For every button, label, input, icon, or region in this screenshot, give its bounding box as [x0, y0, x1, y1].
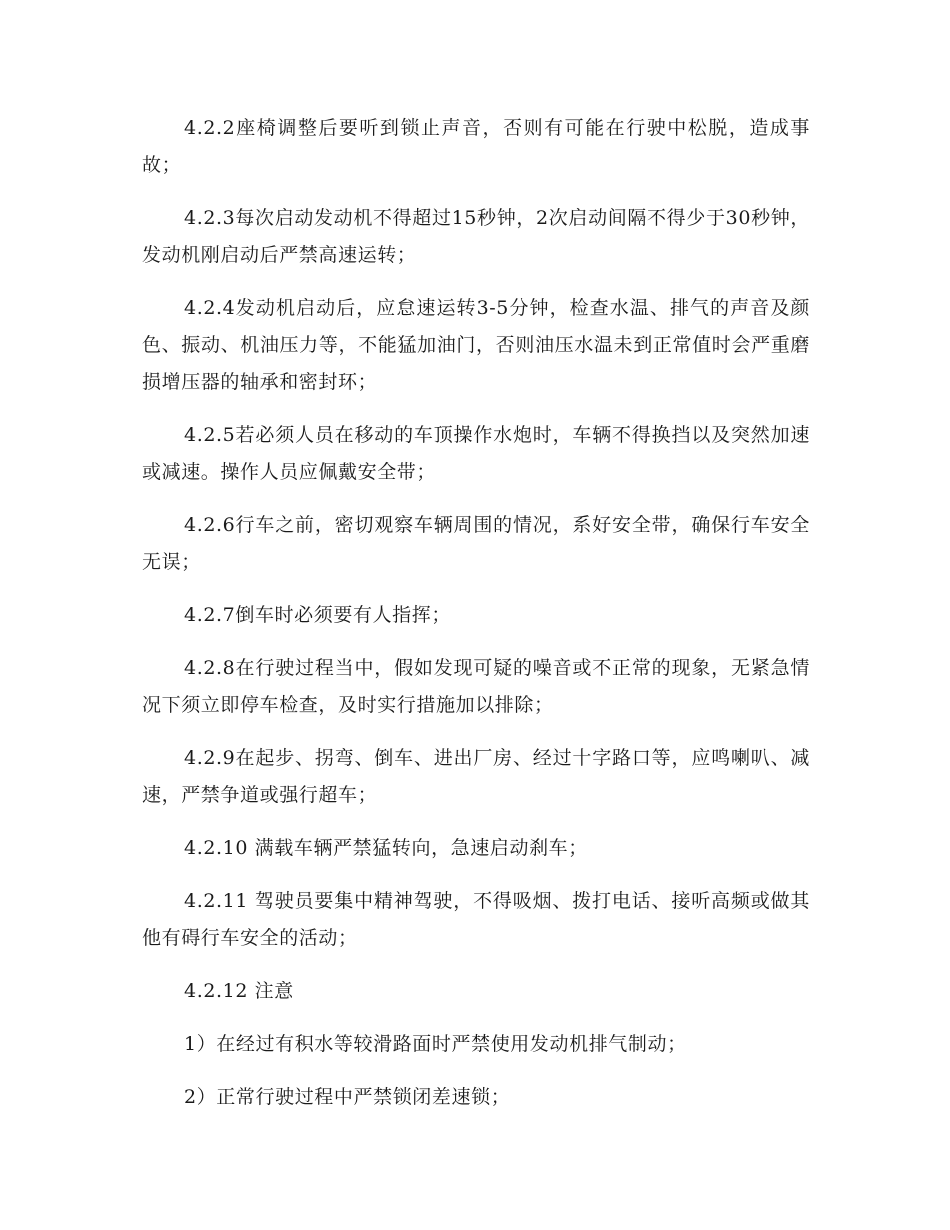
paragraph-4-2-4: 4.2.4发动机启动后，应怠速运转3-5分钟，检查水温、排气的声音及颜色、振动、机油压力等，不能猛加油门，否则油压水温未到正常值时会严重磨损增压器的轴承和密封环； [142, 297, 810, 393]
paragraph-4-2-11: 4.2.11 驾驶员要集中精神驾驶，不得吸烟、拨打电话、接听高频或做其他有碍行车安全的活动； [142, 890, 810, 949]
document-body [142, 110, 810, 1132]
paragraph-4-2-5: 4.2.5若必须人员在移动的车顶操作水炮时，车辆不得换挡以及突然加速或减速。操作人员应佩戴安全带； [142, 424, 810, 483]
note-item-2: 2）正常行驶过程中严禁锁闭差速锁； [184, 1086, 511, 1108]
paragraph-4-2-3: 4.2.3每次启动发动机不得超过15秒钟，2次启动间隔不得少于30秒钟，发动机刚启动后严禁高速运转； [142, 207, 810, 266]
paragraph-4-2-6: 4.2.6行车之前，密切观察车辆周围的情况，系好安全带，确保行车安全无误； [142, 514, 810, 573]
paragraph-4-2-7: 4.2.7倒车时必须要有人指挥； [184, 604, 451, 626]
paragraph-4-2-10: 4.2.10 满载车辆严禁猛转向，急速启动刹车； [184, 837, 588, 859]
paragraph-4-2-2: 4.2.2座椅调整后要听到锁止声音，否则有可能在行驶中松脱，造成事故； [142, 117, 810, 176]
note-item-1: 1）在经过有积水等较滑路面时严禁使用发动机排气制动； [184, 1033, 687, 1055]
paragraph-4-2-8: 4.2.8在行驶过程当中，假如发现可疑的噪音或不正常的现象，无紧急情况下须立即停车检查，及时实行措施加以排除； [142, 657, 810, 716]
paragraph-4-2-9: 4.2.9在起步、拐弯、倒车、进出厂房、经过十字路口等，应鸣喇叭、减速，严禁争道或强行超车； [142, 747, 810, 806]
paragraph-4-2-12: 4.2.12 注意 [184, 980, 294, 1002]
